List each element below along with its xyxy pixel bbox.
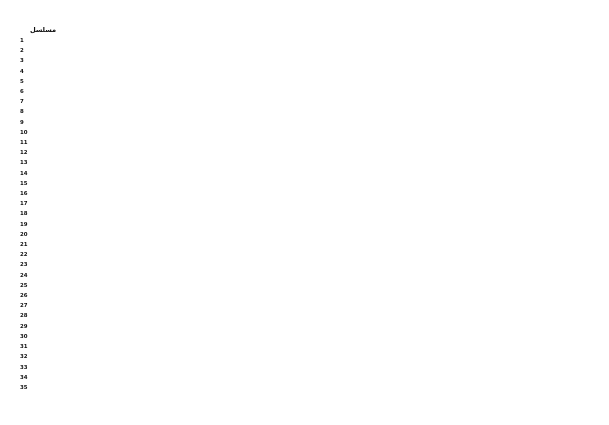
table-row — [18, 56, 590, 66]
cell-fame — [202, 67, 290, 77]
cell-job — [290, 363, 450, 373]
table-row — [18, 77, 590, 87]
cell-job — [290, 332, 450, 342]
cell-affiliation — [450, 230, 530, 240]
cell-affiliation — [450, 158, 530, 168]
table-row — [18, 230, 590, 240]
cell-fame — [202, 77, 290, 87]
cell-symbol — [530, 240, 590, 250]
cell-symbol — [530, 373, 590, 383]
table-row — [18, 138, 590, 148]
table-row — [18, 189, 590, 199]
cell-symbol — [530, 301, 590, 311]
cell-symbol — [530, 148, 590, 158]
cell-symbol — [530, 46, 590, 56]
cell-affiliation — [450, 97, 530, 107]
cell-fame — [202, 220, 290, 230]
cell-affiliation — [450, 250, 530, 260]
cell-serial: 2 — [20, 48, 24, 55]
cell-serial: 17 — [20, 201, 28, 208]
cell-serial: 20 — [20, 231, 28, 238]
cell-fame — [202, 46, 290, 56]
cell-serial: 11 — [20, 140, 28, 147]
cell-symbol — [530, 250, 590, 260]
cell-job — [290, 189, 450, 199]
cell-job — [290, 46, 450, 56]
cell-affiliation — [450, 199, 530, 209]
cell-job — [290, 179, 450, 189]
cell-serial: 29 — [20, 323, 28, 330]
cell-fullname — [68, 128, 202, 138]
cell-symbol — [530, 260, 590, 270]
cell-affiliation — [450, 77, 530, 87]
cell-serial: 19 — [20, 221, 28, 228]
header-affiliation — [450, 24, 530, 36]
cell-fullname — [68, 209, 202, 219]
cell-fullname — [68, 352, 202, 362]
cell-fame — [202, 118, 290, 128]
cell-affiliation — [450, 260, 530, 270]
cell-fame — [202, 56, 290, 66]
table-row — [18, 220, 590, 230]
cell-symbol — [530, 311, 590, 321]
cell-affiliation — [450, 383, 530, 393]
cell-job — [290, 373, 450, 383]
cell-serial: 21 — [20, 242, 28, 249]
cell-serial: 13 — [20, 160, 28, 167]
table-row — [18, 169, 590, 179]
table-row — [18, 118, 590, 128]
cell-fullname — [68, 107, 202, 117]
table-row — [18, 199, 590, 209]
cell-fame — [202, 128, 290, 138]
cell-job — [290, 250, 450, 260]
cell-affiliation — [450, 363, 530, 373]
cell-fullname — [68, 46, 202, 56]
cell-fullname — [68, 271, 202, 281]
cell-fullname — [68, 67, 202, 77]
cell-symbol — [530, 220, 590, 230]
cell-fame — [202, 230, 290, 240]
cell-serial: 1 — [20, 38, 24, 44]
cell-symbol — [530, 138, 590, 148]
table-row — [18, 36, 590, 46]
cell-fullname — [68, 363, 202, 373]
cell-job — [290, 230, 450, 240]
cell-serial: 31 — [20, 344, 28, 351]
cell-symbol — [530, 56, 590, 66]
table-row — [18, 260, 590, 270]
cell-job — [290, 271, 450, 281]
cell-job — [290, 281, 450, 291]
cell-symbol — [530, 189, 590, 199]
cell-fame — [202, 138, 290, 148]
cell-serial: 16 — [20, 191, 28, 198]
cell-symbol — [530, 281, 590, 291]
cell-affiliation — [450, 332, 530, 342]
cell-affiliation — [450, 189, 530, 199]
cell-symbol — [530, 383, 590, 393]
cell-fullname — [68, 230, 202, 240]
table-row — [18, 87, 590, 97]
cell-affiliation — [450, 169, 530, 179]
cell-affiliation — [450, 179, 530, 189]
cell-affiliation — [450, 322, 530, 332]
cell-serial: 25 — [20, 282, 28, 289]
cell-affiliation — [450, 209, 530, 219]
cell-symbol — [530, 342, 590, 352]
table-row — [18, 291, 590, 301]
cell-affiliation — [450, 311, 530, 321]
cell-symbol — [530, 77, 590, 87]
table-row — [18, 250, 590, 260]
table-row — [18, 158, 590, 168]
cell-fame — [202, 97, 290, 107]
cell-affiliation — [450, 373, 530, 383]
table-row — [18, 107, 590, 117]
cell-serial: 34 — [20, 374, 28, 381]
cell-symbol — [530, 322, 590, 332]
cell-fame — [202, 352, 290, 362]
cell-fame — [202, 342, 290, 352]
cell-job — [290, 209, 450, 219]
cell-fullname — [68, 36, 202, 46]
cell-job — [290, 352, 450, 362]
cell-job — [290, 322, 450, 332]
cell-job — [290, 169, 450, 179]
cell-serial: 12 — [20, 150, 28, 157]
cell-job — [290, 220, 450, 230]
cell-fullname — [68, 373, 202, 383]
cell-affiliation — [450, 36, 530, 46]
cell-serial: 14 — [20, 170, 28, 177]
cell-affiliation — [450, 271, 530, 281]
cell-serial: 32 — [20, 354, 28, 361]
cell-symbol — [530, 363, 590, 373]
cell-job — [290, 240, 450, 250]
cell-fullname — [68, 97, 202, 107]
cell-fullname — [68, 240, 202, 250]
cell-job — [290, 107, 450, 117]
cell-fame — [202, 291, 290, 301]
table-row — [18, 67, 590, 77]
cell-serial: 27 — [20, 303, 28, 310]
table-row — [18, 301, 590, 311]
table-row — [18, 240, 590, 250]
cell-fame — [202, 271, 290, 281]
table-row — [18, 179, 590, 189]
cell-fullname — [68, 322, 202, 332]
cell-symbol — [530, 291, 590, 301]
cell-job — [290, 138, 450, 148]
cell-serial: 10 — [20, 129, 28, 136]
cell-serial: 33 — [20, 364, 28, 371]
cell-symbol — [530, 230, 590, 240]
cell-job — [290, 56, 450, 66]
cell-fame — [202, 158, 290, 168]
cell-affiliation — [450, 87, 530, 97]
table-row — [18, 97, 590, 107]
table-row — [18, 332, 590, 342]
cell-fullname — [68, 332, 202, 342]
cell-fame — [202, 107, 290, 117]
cell-symbol — [530, 107, 590, 117]
cell-job — [290, 301, 450, 311]
cell-fullname — [68, 342, 202, 352]
cell-fame — [202, 148, 290, 158]
cell-job — [290, 199, 450, 209]
cell-job — [290, 77, 450, 87]
cell-serial: 5 — [20, 78, 24, 85]
cell-affiliation — [450, 220, 530, 230]
cell-symbol — [530, 332, 590, 342]
cell-symbol — [530, 128, 590, 138]
cell-affiliation — [450, 56, 530, 66]
cell-affiliation — [450, 118, 530, 128]
cell-fullname — [68, 383, 202, 393]
cell-serial: 24 — [20, 272, 28, 279]
cell-fullname — [68, 118, 202, 128]
header-job — [290, 24, 450, 36]
cell-fullname — [68, 158, 202, 168]
cell-fame — [202, 240, 290, 250]
cell-affiliation — [450, 291, 530, 301]
cell-serial: 9 — [20, 119, 24, 126]
table-row — [18, 311, 590, 321]
cell-fame — [202, 311, 290, 321]
cell-fullname — [68, 220, 202, 230]
cell-symbol — [530, 169, 590, 179]
cell-serial: 22 — [20, 252, 28, 259]
cell-job — [290, 311, 450, 321]
cell-fame — [202, 383, 290, 393]
table-row — [18, 363, 590, 373]
cell-symbol — [530, 209, 590, 219]
cell-fullname — [68, 179, 202, 189]
cell-fame — [202, 301, 290, 311]
cell-fame — [202, 250, 290, 260]
cell-fullname — [68, 77, 202, 87]
cell-affiliation — [450, 138, 530, 148]
table-row — [18, 128, 590, 138]
cell-job — [290, 97, 450, 107]
cell-fullname — [68, 199, 202, 209]
cell-symbol — [530, 271, 590, 281]
cell-job — [290, 148, 450, 158]
cell-fame — [202, 373, 290, 383]
cell-fullname — [68, 301, 202, 311]
cell-affiliation — [450, 301, 530, 311]
cell-fullname — [68, 56, 202, 66]
header-symbol — [530, 24, 590, 36]
cell-affiliation — [450, 67, 530, 77]
table-row — [18, 352, 590, 362]
cell-fame — [202, 36, 290, 46]
cell-job — [290, 158, 450, 168]
table-header-row — [18, 24, 590, 36]
cell-fame — [202, 260, 290, 270]
cell-fullname — [68, 189, 202, 199]
table-row — [18, 342, 590, 352]
cell-job — [290, 128, 450, 138]
header-serial: مسلسل — [29, 26, 57, 34]
cell-job — [290, 291, 450, 301]
cell-affiliation — [450, 342, 530, 352]
cell-affiliation — [450, 240, 530, 250]
cell-serial: 35 — [20, 384, 28, 391]
cell-job — [290, 383, 450, 393]
cell-serial: 26 — [20, 293, 28, 300]
table-row — [18, 46, 590, 56]
table-row — [18, 148, 590, 158]
cell-job — [290, 260, 450, 270]
table-row — [18, 209, 590, 219]
cell-serial: 15 — [20, 180, 28, 187]
cell-fullname — [68, 148, 202, 158]
cell-fame — [202, 179, 290, 189]
cell-symbol — [530, 36, 590, 46]
cell-fame — [202, 332, 290, 342]
cell-job — [290, 342, 450, 352]
cell-serial: 18 — [20, 211, 28, 218]
cell-symbol — [530, 179, 590, 189]
cell-symbol — [530, 87, 590, 97]
cell-fame — [202, 363, 290, 373]
cell-job — [290, 118, 450, 128]
cell-affiliation — [450, 107, 530, 117]
cell-fame — [202, 87, 290, 97]
cell-symbol — [530, 352, 590, 362]
cell-serial: 8 — [20, 109, 24, 116]
table-body — [18, 36, 590, 393]
table-row — [18, 373, 590, 383]
cell-fullname — [68, 169, 202, 179]
cell-serial: 30 — [20, 333, 28, 340]
candidates-table — [18, 24, 590, 393]
cell-affiliation — [450, 128, 530, 138]
table-row — [18, 281, 590, 291]
cell-serial: 23 — [20, 262, 28, 269]
cell-job — [290, 67, 450, 77]
cell-fame — [202, 199, 290, 209]
cell-symbol — [530, 67, 590, 77]
cell-fullname — [68, 87, 202, 97]
cell-job — [290, 87, 450, 97]
cell-affiliation — [450, 46, 530, 56]
cell-symbol — [530, 97, 590, 107]
cell-fullname — [68, 138, 202, 148]
header-fullname — [68, 24, 202, 36]
cell-affiliation — [450, 281, 530, 291]
cell-fame — [202, 169, 290, 179]
cell-serial: 6 — [20, 89, 24, 96]
cell-fame — [202, 322, 290, 332]
cell-affiliation — [450, 352, 530, 362]
cell-symbol — [530, 118, 590, 128]
cell-serial: 28 — [20, 313, 28, 320]
cell-fullname — [68, 281, 202, 291]
table-row — [18, 322, 590, 332]
cell-fullname — [68, 311, 202, 321]
cell-fullname — [68, 260, 202, 270]
cell-serial: 7 — [20, 99, 24, 106]
cell-job — [290, 36, 450, 46]
cell-fullname — [68, 291, 202, 301]
cell-serial: 4 — [20, 68, 24, 75]
cell-serial: 3 — [20, 58, 24, 65]
table-row — [18, 383, 590, 393]
table-row — [18, 271, 590, 281]
cell-fame — [202, 281, 290, 291]
cell-fame — [202, 209, 290, 219]
header-fame — [202, 24, 290, 36]
cell-fullname — [68, 250, 202, 260]
cell-affiliation — [450, 148, 530, 158]
cell-symbol — [530, 158, 590, 168]
cell-symbol — [530, 199, 590, 209]
cell-fame — [202, 189, 290, 199]
